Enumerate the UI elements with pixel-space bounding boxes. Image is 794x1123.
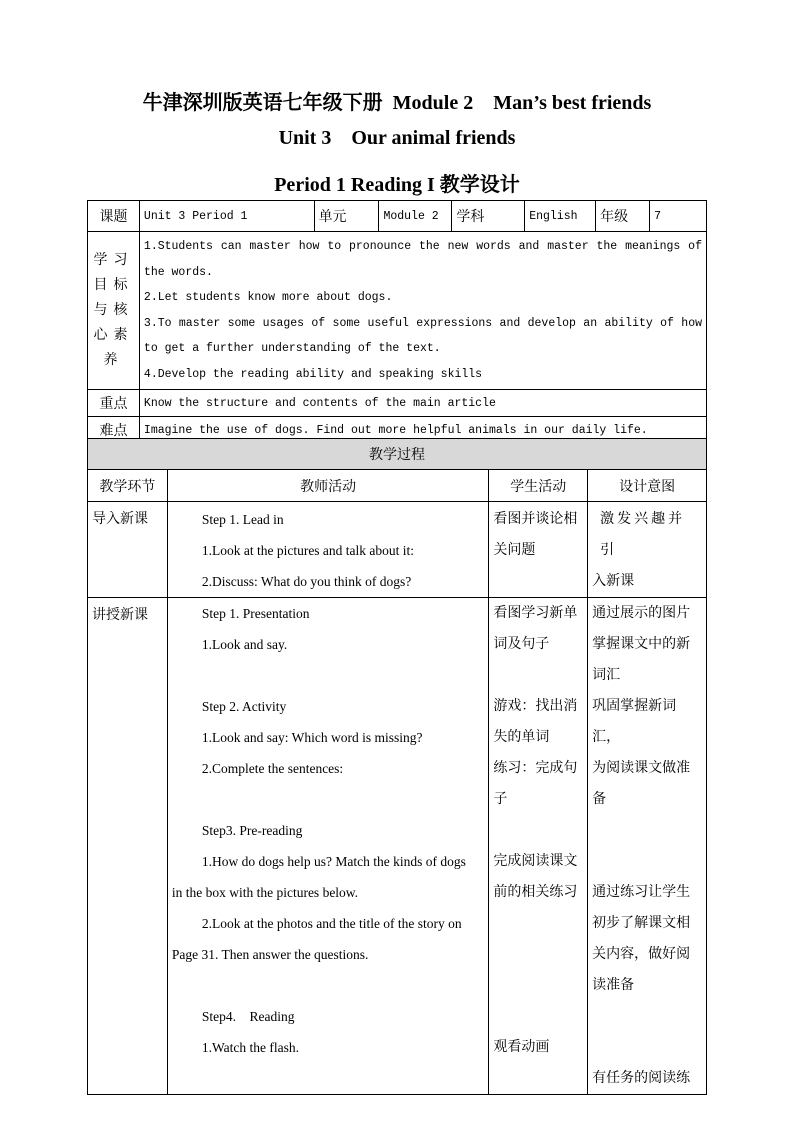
subject-label: 学科 bbox=[452, 201, 525, 232]
text-line: 看图学习新单 bbox=[493, 605, 578, 621]
text-line: Step 2. Activity bbox=[201, 699, 287, 714]
text-line: 2.Discuss: What do you think of dogs? bbox=[201, 574, 412, 589]
text-line bbox=[592, 1001, 702, 1032]
text-line: 前的相关练习 bbox=[493, 884, 578, 900]
text-line: 1.Look at the pictures and talk about it: bbox=[201, 543, 415, 558]
text-line: 掌握课文中的新 bbox=[592, 636, 691, 652]
text-line bbox=[172, 970, 485, 1001]
grade-label: 年级 bbox=[596, 201, 650, 232]
unit-value: Module 2 bbox=[379, 201, 452, 232]
objective-item: 3.To master some usages of some useful expressions and develop an ability of how to get a further understanding of the text. bbox=[143, 316, 702, 355]
process-header: 教学过程 bbox=[88, 439, 707, 470]
text-line: 初步了解课文相 bbox=[592, 915, 691, 931]
text-line: 关问题 bbox=[493, 542, 536, 558]
student-teach bbox=[489, 598, 588, 1095]
text-line: 关内容，做好阅 bbox=[592, 946, 691, 962]
text-line: in the box with the pictures below. bbox=[171, 885, 359, 900]
text-line: 备 bbox=[592, 791, 607, 807]
text-line bbox=[493, 815, 583, 846]
key-label: 重点 bbox=[88, 390, 140, 417]
text-line: 失的单词 bbox=[493, 729, 550, 745]
text-line: 通过展示的图片 bbox=[592, 605, 691, 621]
col-teacher: 教师活动 bbox=[167, 470, 489, 502]
text-line bbox=[493, 939, 583, 970]
text-line bbox=[493, 970, 583, 1001]
text-line: 游戏：找出消 bbox=[493, 698, 578, 714]
text-line: 子 bbox=[493, 791, 508, 807]
stage-intro: 导入新课 bbox=[88, 502, 168, 598]
text-line bbox=[493, 660, 583, 691]
col-student: 学生活动 bbox=[489, 470, 588, 502]
text-line bbox=[172, 784, 485, 815]
text-line: 有任务的阅读练 bbox=[592, 1070, 691, 1086]
doc-title-line3: Period 1 Reading I 教学设计 bbox=[274, 174, 520, 196]
info-table bbox=[87, 200, 707, 444]
topic-label: 课题 bbox=[88, 201, 140, 232]
topic-value: Unit 3 Period 1 bbox=[139, 201, 314, 232]
student-intro bbox=[489, 502, 588, 598]
difficult-value: Imagine the use of dogs. Find out more helpful animals in our daily life. bbox=[139, 417, 706, 444]
text-line bbox=[493, 1001, 583, 1032]
text-line: 词汇 bbox=[592, 667, 621, 683]
text-line: Page 31. Then answer the questions. bbox=[171, 947, 369, 962]
text-line: 通过练习让学生 bbox=[592, 884, 691, 900]
text-line: 1.Watch the flash. bbox=[201, 1040, 299, 1055]
stage-teach: 讲授新课 bbox=[88, 598, 168, 1095]
col-intent: 设计意图 bbox=[588, 470, 707, 502]
unit-label: 单元 bbox=[314, 201, 379, 232]
text-line: Step 1. Presentation bbox=[201, 606, 310, 621]
text-line: 读准备 bbox=[592, 977, 635, 993]
text-line bbox=[172, 660, 485, 691]
text-line bbox=[493, 908, 583, 939]
doc-title-line1: 牛津深圳版英语七年级下册 Module 2 Man’s best friends bbox=[142, 92, 652, 114]
objectives-cell bbox=[139, 232, 706, 390]
objective-item: 1.Students can master how to pronounce the new words and master the meanings of the words. bbox=[143, 240, 702, 279]
objective-item: 2.Let students know more about dogs. bbox=[143, 291, 393, 304]
text-line: 2.Look at the photos and the title of the story on bbox=[201, 916, 462, 931]
text-line: Step4. Reading bbox=[201, 1009, 295, 1024]
text-line: 1.Look and say. bbox=[201, 637, 288, 652]
intent-teach bbox=[588, 598, 707, 1095]
grade-value: 7 bbox=[650, 201, 707, 232]
teacher-teach bbox=[167, 598, 489, 1095]
objective-item: 4.Develop the reading ability and speaking skills bbox=[143, 367, 483, 381]
text-line: 练习：完成句 bbox=[493, 760, 578, 776]
intent-intro bbox=[588, 502, 707, 598]
text-line bbox=[592, 1032, 702, 1063]
process-table bbox=[87, 438, 707, 1095]
text-line bbox=[592, 815, 702, 846]
text-line: 2.Complete the sentences: bbox=[201, 761, 344, 776]
subject-value: English bbox=[525, 201, 596, 232]
text-line: 观看动画 bbox=[493, 1039, 550, 1055]
doc-title-line2: Unit 3 Our animal friends bbox=[278, 127, 516, 149]
text-line: 巩固掌握新词汇， bbox=[592, 698, 677, 745]
text-line: Step3. Pre-reading bbox=[201, 823, 303, 838]
text-line: Step 1. Lead in bbox=[201, 512, 284, 527]
text-line: 看图并谈论相 bbox=[493, 511, 578, 527]
objectives-label: 学习目标与核心素养 bbox=[88, 232, 140, 390]
text-line: 入新课 bbox=[592, 573, 635, 589]
key-value: Know the structure and contents of the main article bbox=[139, 390, 706, 417]
col-stage: 教学环节 bbox=[88, 470, 168, 502]
text-line: 为阅读课文做准 bbox=[592, 760, 691, 776]
text-line: 完成阅读课文 bbox=[493, 853, 578, 869]
text-line: 1.Look and say: Which word is missing? bbox=[201, 730, 423, 745]
text-line bbox=[592, 846, 702, 877]
text-line: 词及句子 bbox=[493, 636, 550, 652]
text-line: 激发兴趣并引 bbox=[600, 511, 686, 558]
teacher-intro bbox=[167, 502, 489, 598]
difficult-label: 难点 bbox=[88, 417, 140, 444]
text-line: 1.How do dogs help us? Match the kinds of dogs bbox=[201, 854, 466, 869]
